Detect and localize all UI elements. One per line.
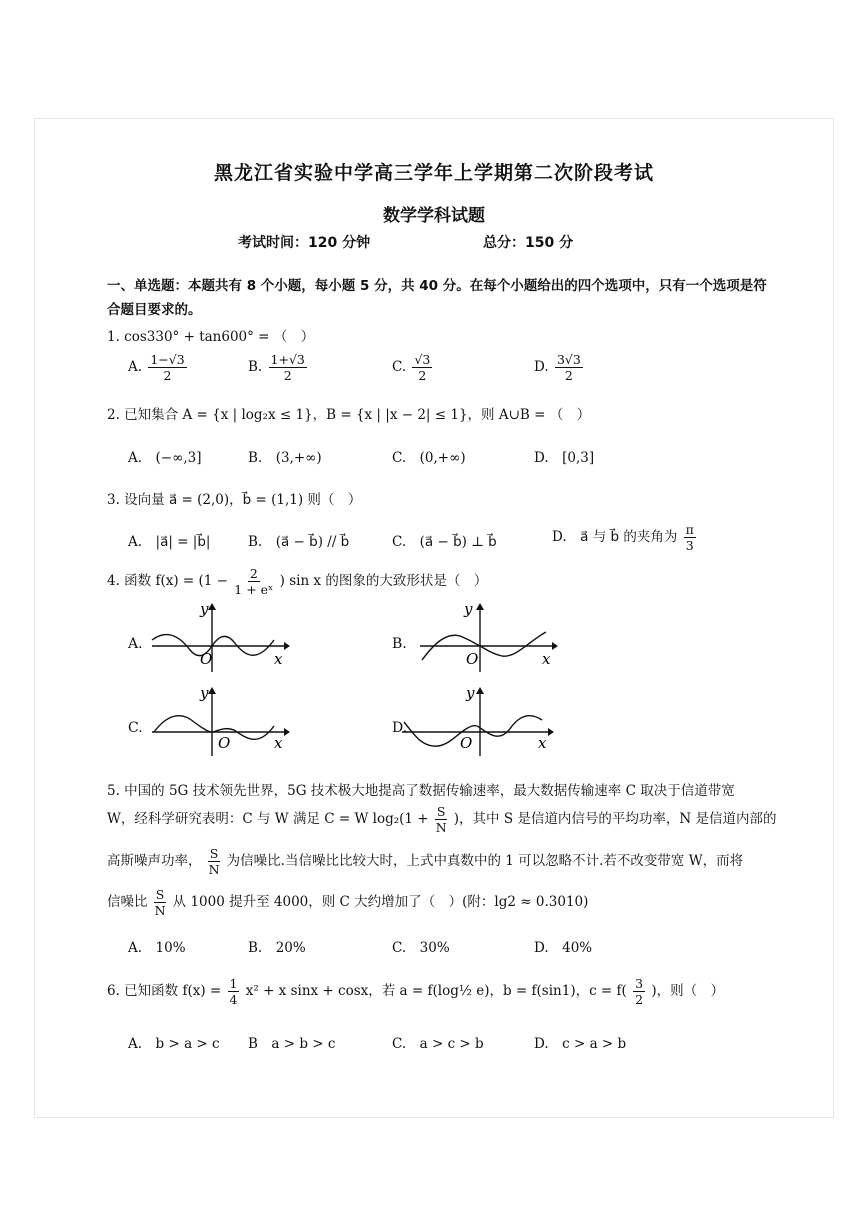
q3-stem: 3. 设向量 a⃗ = (2,0)，b⃗ = (1,1) 则（ ）: [107, 492, 362, 508]
q1-b-fraction: [269, 352, 307, 383]
q5-line-4-suffix: 从 1000 提升至 4000，则 C 大约增加了（ ）(附：lg2 ≈ 0.3010): [172, 894, 589, 910]
q3-option-b: B. (a⃗ − b⃗) // b⃗: [248, 534, 350, 550]
q6-option-a: A. b > a > c: [128, 1036, 220, 1052]
q2-option-b: B. (3,+∞): [248, 450, 322, 466]
exam-subtitle: 数学学科试题: [383, 206, 485, 226]
exam-title: 黑龙江省实验中学高三学年上学期第二次阶段考试: [213, 162, 654, 184]
q1-stem: 1. cos330° + tan600° = （ ）: [107, 329, 315, 345]
q4-option-b-label: B.: [392, 636, 407, 652]
q1-a-fraction: [148, 352, 186, 383]
q1-d-fraction: [555, 352, 583, 383]
q1-a-den: 2: [163, 368, 172, 383]
q5-line-3-num: S: [209, 846, 219, 861]
q4-a-x-label: x: [274, 650, 283, 668]
q4-stem-prefix: 4. 函数 f(x) = (1 −: [107, 573, 228, 589]
q5-line-2-suffix: )，其中 S 是信道内信号的平均功率，N 是信道内部的: [453, 811, 777, 827]
q1-d-den: 2: [564, 368, 573, 383]
q6-stem-suffix: )，则（ ）: [651, 983, 725, 999]
q6-stem-num-1: 1: [229, 976, 238, 991]
q4-stem-suffix: ) sin x 的图象的大致形状是（ ）: [279, 573, 488, 589]
q4-graph-c: [150, 686, 290, 758]
q4-stem: [107, 566, 487, 597]
q6-stem: [107, 976, 724, 1007]
q4-a-origin: O: [200, 650, 213, 668]
q5-option-c: C. 30%: [392, 940, 450, 956]
q5-line-4-fraction: [154, 887, 167, 918]
q4-a-y-label: y: [200, 602, 209, 618]
q6-stem-fraction-2: [633, 976, 645, 1007]
q1-c-den: 2: [418, 368, 427, 383]
q4-graph-a-svg: [150, 602, 290, 674]
exam-score: 总分：150 分: [483, 235, 574, 251]
q4-stem-fraction: [234, 566, 273, 597]
q4-d-x-label: x: [538, 734, 547, 752]
q5-line-4-num: S: [155, 887, 165, 902]
q3-d-fraction: [684, 522, 696, 553]
q1-c-fraction: [412, 352, 432, 383]
q5-line-3: [107, 846, 743, 877]
q1-d-label: D.: [534, 359, 549, 375]
q5-line-3-suffix: 为信噪比.当信噪比比较大时，上式中真数中的 1 可以忽略不计.若不改变带宽 W，而将: [226, 853, 744, 869]
q1-option-a: [128, 352, 189, 383]
q5-option-d: D. 40%: [534, 940, 593, 956]
q6-option-c: C. a > c > b: [392, 1036, 484, 1052]
q6-option-b: B a > b > c: [248, 1036, 336, 1052]
q5-line-2: [107, 804, 776, 835]
q1-option-b: [248, 352, 309, 383]
q6-option-d: D. c > a > b: [534, 1036, 627, 1052]
q4-c-y-label: y: [200, 686, 209, 702]
q4-c-x-label: x: [274, 734, 283, 752]
q5-line-2-prefix: W，经科学研究表明：C 与 W 满足 C = W log₂(1 +: [107, 811, 429, 827]
q5-line-4-den: N: [154, 903, 166, 918]
q4-b-y-label: y: [464, 602, 473, 618]
q1-d-num: 3√3: [556, 352, 581, 367]
q4-c-origin: O: [218, 734, 231, 752]
q5-line-2-den: N: [435, 820, 447, 835]
q5-line-3-fraction: [208, 846, 221, 877]
q4-b-origin: O: [466, 650, 479, 668]
q6-stem-den-2: 2: [635, 992, 644, 1007]
q6-stem-den-1: 4: [229, 992, 238, 1007]
q1-b-label: B.: [248, 359, 263, 375]
q1-c-num: √3: [414, 352, 431, 367]
q3-option-d: [552, 522, 698, 553]
q6-stem-mid: x² + x sinx + cosx，若 a = f(log½ e)，b = f(sin1)，c = f(: [245, 983, 627, 999]
q4-graph-c-svg: [150, 686, 290, 758]
q2-stem: 2. 已知集合 A = {x | log₂x ≤ 1}，B = {x | |x − 2| ≤ 1}，则 A∪B = （ ）: [107, 407, 591, 423]
q1-c-label: C.: [392, 359, 407, 375]
q1-a-num: 1−√3: [150, 352, 185, 367]
q4-graph-a: [150, 602, 290, 674]
q5-option-b: B. 20%: [248, 940, 306, 956]
exam-time: 考试时间：120 分钟: [238, 235, 371, 251]
q5-line-4: [107, 887, 588, 918]
q4-stem-den: 1 + eˣ: [234, 582, 274, 597]
q6-stem-num-2: 3: [635, 976, 644, 991]
q2-option-d: D. [0,3]: [534, 450, 595, 466]
q5-line-4-prefix: 信噪比: [107, 894, 148, 910]
q2-option-a: A. (−∞,3]: [128, 450, 202, 466]
q1-b-num: 1+√3: [270, 352, 305, 367]
q3-d-num: π: [685, 522, 694, 537]
q5-line-3-prefix: 高斯噪声功率，: [107, 853, 202, 869]
q4-graph-b: [418, 602, 558, 674]
q3-option-a: A. |a⃗| = |b⃗|: [128, 534, 211, 550]
q2-option-c: C. (0,+∞): [392, 450, 466, 466]
q3-option-c: C. (a⃗ − b⃗) ⊥ b⃗: [392, 534, 497, 550]
q5-option-a: A. 10%: [128, 940, 186, 956]
q4-option-c-label: C.: [128, 720, 143, 736]
q4-stem-num: 2: [249, 566, 258, 581]
q3-d-text: D. a⃗ 与 b⃗ 的夹角为: [552, 529, 678, 545]
q4-graph-b-svg: [418, 602, 558, 674]
q3-d-den: 3: [685, 538, 694, 553]
q5-line-2-fraction: [435, 804, 448, 835]
q6-stem-prefix: 6. 已知函数 f(x) =: [107, 983, 222, 999]
q4-graph-d-svg: [400, 686, 555, 758]
q4-d-y-label: y: [466, 686, 475, 702]
q4-b-x-label: x: [542, 650, 551, 668]
section-intro: 一、单选题：本题共有 8 个小题，每小题 5 分，共 40 分。在每个小题给出的四个选项中，只有一个选项是符合题目要求的。: [107, 278, 767, 318]
q5-line-3-den: N: [208, 862, 220, 877]
q1-a-label: A.: [128, 359, 143, 375]
q4-option-d-label: D.: [392, 720, 408, 736]
q5-line-1: 5. 中国的 5G 技术领先世界，5G 技术极大地提高了数据传输速率，最大数据传输速率 C 取决于信道带宽: [107, 783, 735, 799]
q5-line-2-num: S: [436, 804, 446, 819]
q1-option-d: [534, 352, 585, 383]
q1-b-den: 2: [283, 368, 292, 383]
q6-stem-fraction-1: [228, 976, 240, 1007]
q4-option-a-label: A.: [128, 636, 143, 652]
q1-option-c: [392, 352, 434, 383]
q4-graph-d: [400, 686, 555, 758]
q4-d-origin: O: [460, 734, 473, 752]
